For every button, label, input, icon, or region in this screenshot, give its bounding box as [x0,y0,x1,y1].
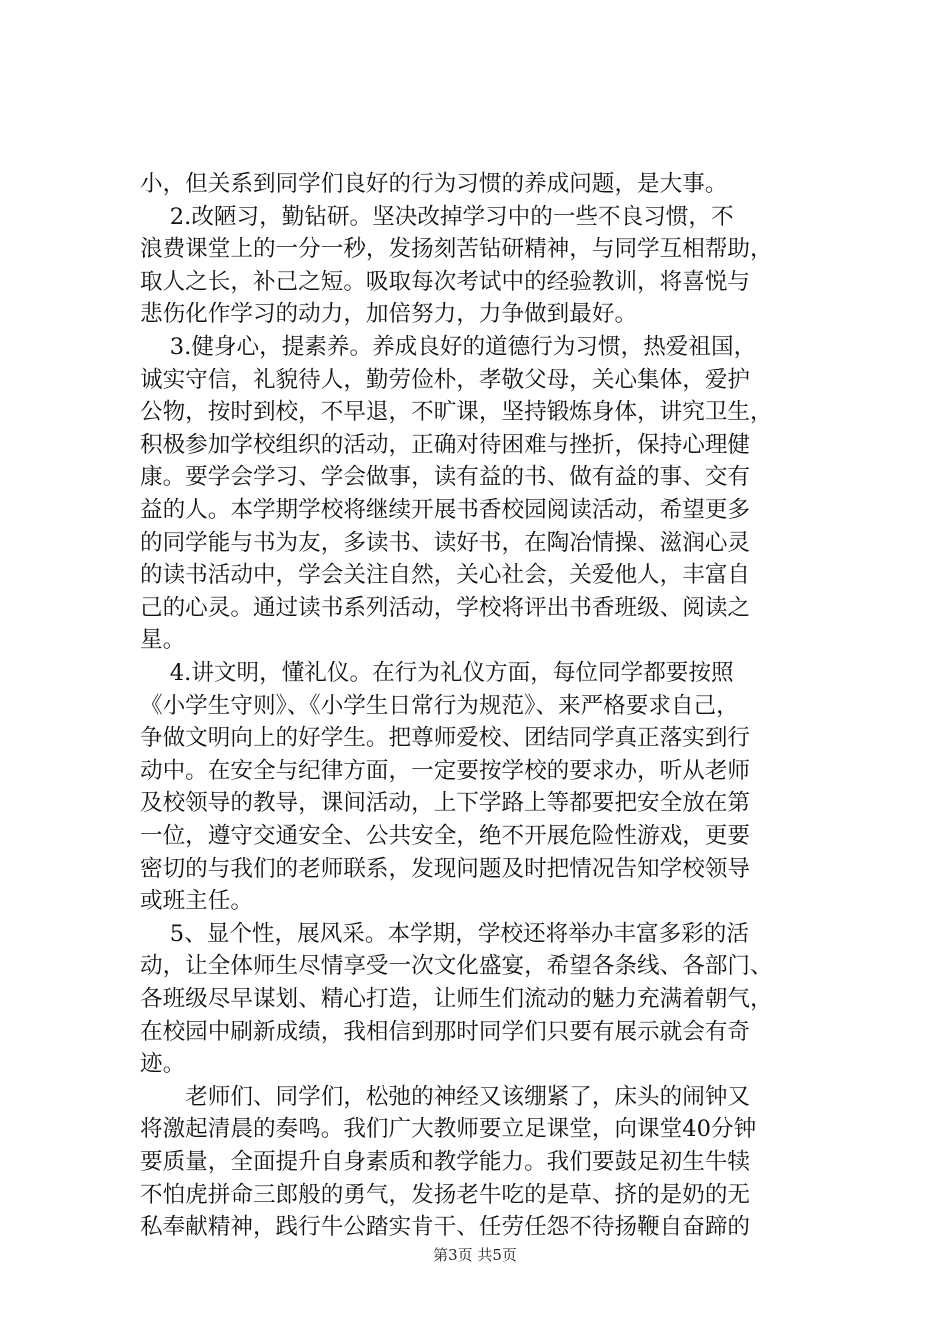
text-line: 动，让全体师生尽情享受一次文化盛宴，希望各条线、各部门、 [140,953,773,980]
text-line: 或班主任。 [140,888,253,915]
text-line: 《小学生守则》、《小学生日常行为规范》、来严格要求自己， [140,692,739,719]
text-line: 己的心灵。通过读书系列活动，学校将评出书香班级、阅读之 [140,594,751,621]
text-line: 私奉献精神，践行牛公踏实肯干、任劳任怨不待扬鞭自奋蹄的 [140,1214,751,1241]
text-line: 浪费课堂上的一分一秒，发扬刻苦钻研精神，与同学互相帮助， [140,236,773,263]
text-line: 的同学能与书为友，多读书、读好书，在陶冶情操、滋润心灵 [140,529,751,556]
text-line: 及校领导的教导，课间活动，上下学路上等都要把安全放在第 [140,790,751,817]
text-line: 康。要学会学习、学会做事，读有益的书、做有益的事、交有 [140,464,751,491]
text-line: 积极参加学校组织的活动，正确对待困难与挫折，保持心理健 [140,431,751,458]
text-line: 在校园中刷新成绩，我相信到那时同学们只要有展示就会有奇 [140,1018,751,1045]
text-line: 一位，遵守交通安全、公共安全，绝不开展危险性游戏，更要 [140,823,751,849]
text-line: 益的人。本学期学校将继续开展书香校园阅读活动，希望更多 [140,497,751,523]
text-line: 密切的与我们的老师联系，发现问题及时把情况告知学校领导 [140,855,751,882]
text-line: 各班级尽早谋划、精心打造，让师生们流动的魅力充满着朝气， [140,986,773,1012]
text-line: 5、显个性，展风采。本学期，学校还将举办丰富多彩的活 [140,920,749,947]
text-line: 动中。在安全与纪律方面，一定要按学校的要求办，听从老师 [140,757,751,784]
text-line: 取人之长，补己之短。吸取每次考试中的经验教训，将喜悦与 [140,268,751,295]
text-line: 老师们、同学们，松弛的神经又该绷紧了，床头的闹钟又 [140,1083,751,1110]
text-line: 小，但关系到同学们良好的行为习惯的养成问题，是大事。 [140,171,728,197]
text-line: 4.讲文明，懂礼仪。在行为礼仪方面，每位同学都要按照 [140,660,734,686]
text-line: 迹。 [140,1051,186,1078]
text-line: 要质量，全面提升自身素质和教学能力。我们要鼓足初生牛犊 [140,1149,751,1175]
text-line: 3.健身心，提素养。养成良好的道德行为习惯，热爱祖国， [140,334,757,360]
text-line: 星。 [140,627,186,654]
text-line: 公物，按时到校，不早退，不旷课，坚持锻炼身体，讲究卫生， [140,399,773,426]
text-line: 不怕虎拼命三郎般的勇气，发扬老牛吃的是草、挤的是奶的无 [140,1181,751,1208]
text-line: 2.改陋习，勤钻研。坚决改掉学习中的一些不良习惯，不 [140,203,734,230]
text-line: 将激起清晨的奏鸣。我们广大教师要立足课堂，向课堂40分钟 [140,1116,757,1143]
text-line: 争做文明向上的好学生。把尊师爱校、团结同学真正落实到行 [140,725,751,752]
text-line: 诚实守信，礼貌待人，勤劳俭朴，孝敬父母，关心集体，爱护 [140,366,751,393]
text-line: 悲伤化作学习的动力，加倍努力，力争做到最好。 [140,301,638,328]
text-line: 的读书活动中，学会关注自然，关心社会，关爱他人，丰富自 [140,562,751,589]
page-footer: 第3页 共5页 [433,1246,517,1264]
